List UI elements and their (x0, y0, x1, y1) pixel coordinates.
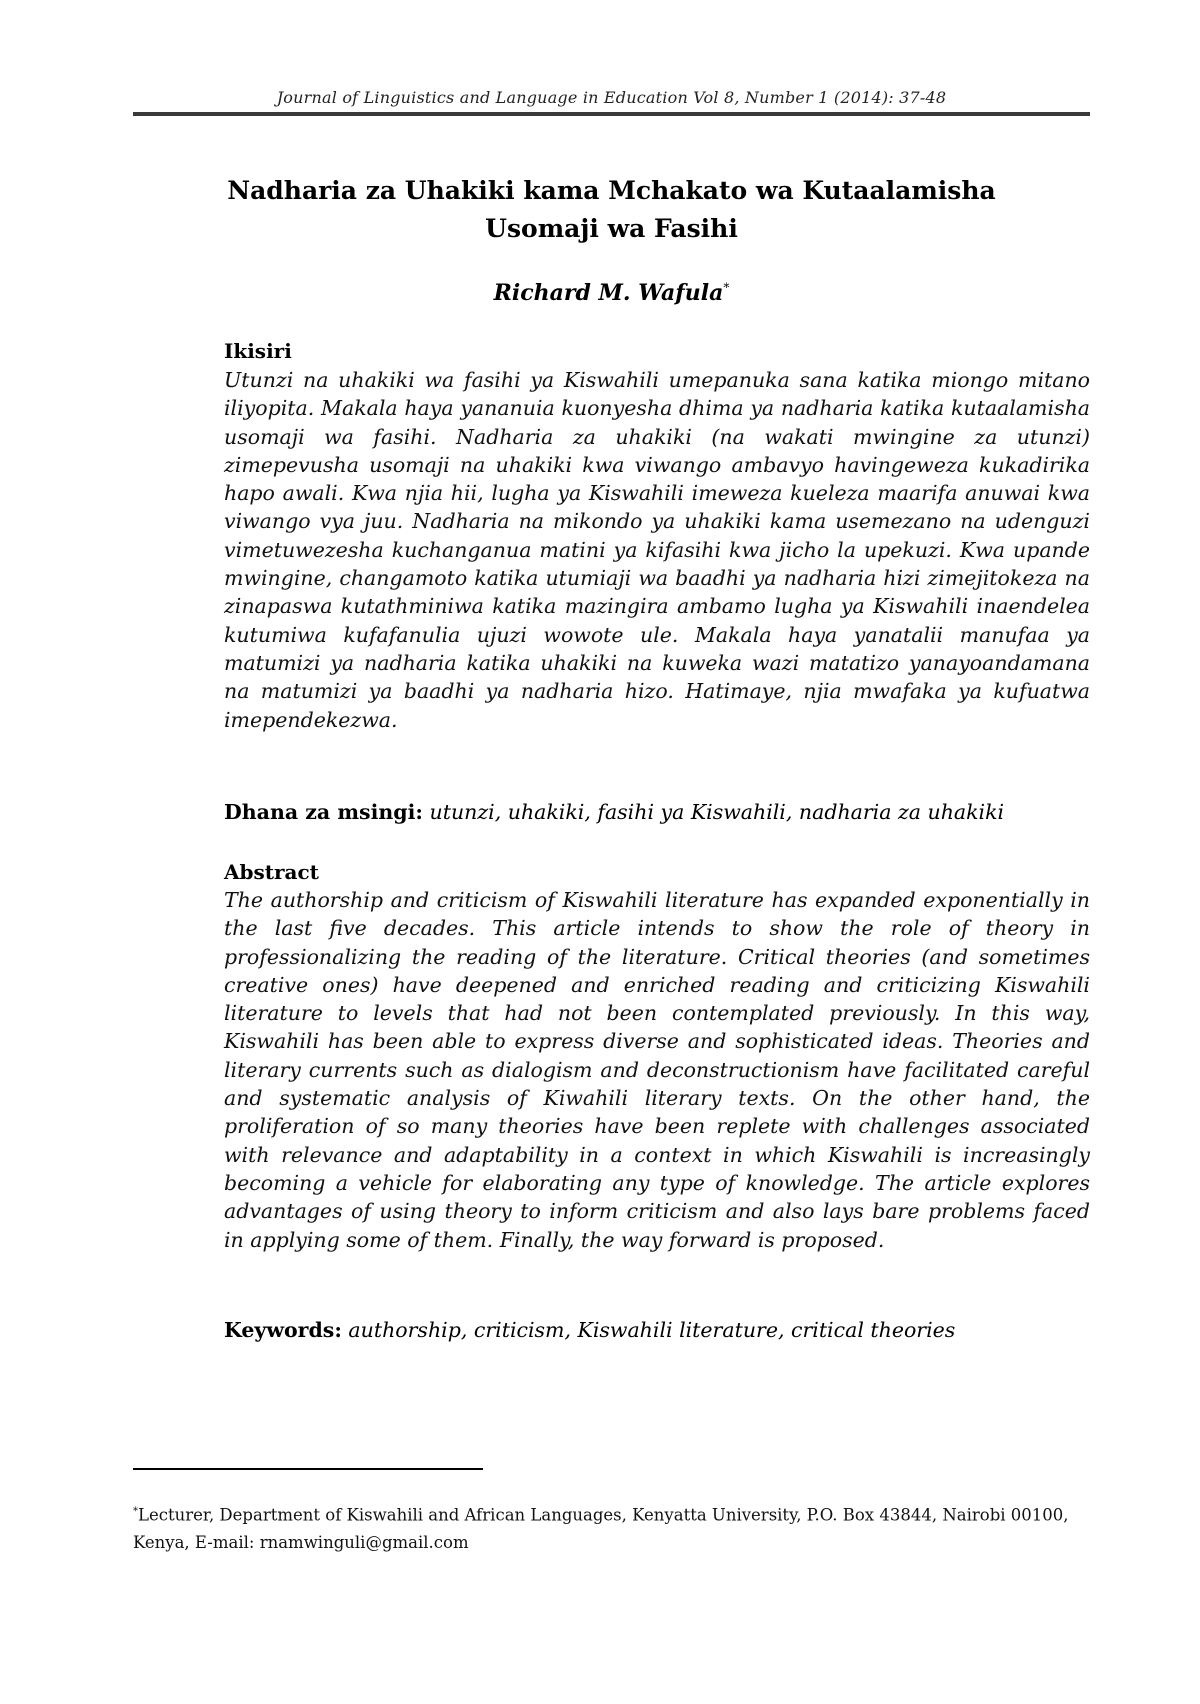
abstract-text: The authorship and criticism of Kiswahili literature has expanded exponentially in the last five decades. This article intends to show the role of theory in professionalizing the reading of the literature. Critical theories (and sometimes creative ones) have deepened and enriched reading and criticizing Kiswahili literature to levels that had not been contemplated previously. In this way, Kiswahili has been able to express diverse and sophisticated ideas. Theories and literary currents such as dialogism and deconstructionism have facilitated careful and systematic analysis of Kiwahili literary texts. On the other hand, the proliferation of so many theories have been replete with challenges associated with relevance and adaptability in a context in which Kiswahili is increasingly becoming a vehicle for elaborating any type of knowledge. The article explores advantages of using theory to inform criticism and also lays bare problems faced in applying some of them. Finally, the way forward is proposed. (224, 888, 1090, 1252)
footnote-rule (133, 1468, 483, 1470)
author-footnote-mark: * (723, 280, 730, 295)
abstract-heading: Abstract (224, 860, 319, 884)
header-rule (133, 112, 1090, 116)
ikisiri-keywords-label: Dhana za msingi: (224, 800, 423, 824)
article-title-line-1: Nadharia za Uhakiki kama Mchakato wa Kutaalamisha (227, 176, 996, 205)
ikisiri-keywords-list: utunzi, uhakiki, fasihi ya Kiswahili, nadharia za uhakiki (429, 800, 1005, 824)
author-footnote (133, 1498, 1090, 1556)
author-name (133, 280, 1090, 306)
abstract-keywords-label: Keywords: (224, 1318, 342, 1342)
abstract-keywords-list: authorship, criticism, Kiswahili literature, critical theories (348, 1318, 956, 1342)
footnote-mark: * (133, 1506, 138, 1517)
article-title (133, 172, 1090, 248)
ikisiri-text: Utunzi na uhakiki wa fasihi ya Kiswahili umepanuka sana katika miongo mitano iliyopita. Makala haya yananuia kuonyesha dhima ya nadharia katika kutaalamisha usomaji wa fasihi. Nadharia za uhakiki (na wakati mwingine za utunzi) zimepevusha usomaji na uhakiki kwa viwango ambavyo havingeweza kukadirika hapo awali. Kwa njia hii, lugha ya Kiswahili imeweza kueleza maarifa anuwai kwa viwango vya juu. Nadharia na mikondo ya uhakiki kama usemezano na udenguzi vimetuwezesha kuchanganua matini ya kifasihi kwa jicho la upekuzi. Kwa upande mwingine, changamoto katika utumiaji wa baadhi ya nadharia hizi zimejitokeza na zinapaswa kutathminiwa katika mazingira ambamo lugha ya Kiswahili inaendelea kutumiwa kufafanulia ujuzi wowote ule. Makala haya yanatalii manufaa ya matumizi ya nadharia katika uhakiki na kuweka wazi matatizo yanayoandamana na matumizi ya baadhi ya nadharia hizo. Hatimaye, njia mwafaka ya kufuatwa imependekezwa. (224, 368, 1090, 732)
abstract-keywords (224, 1318, 1104, 1342)
ikisiri-keywords (224, 800, 1104, 824)
running-header: Journal of Linguistics and Language in Education Vol 8, Number 1 (2014): 37-48 (276, 88, 947, 107)
author-name-text: Richard M. Wafula (493, 280, 724, 306)
footnote-text: Lecturer, Department of Kiswahili and African Languages, Kenyatta University, P.O. Box 43844, Nairobi 00100, Kenya, E-mail: rnamwinguli@gmail.com (133, 1505, 1069, 1552)
ikisiri-heading: Ikisiri (224, 339, 292, 363)
article-title-line-2: Usomaji wa Fasihi (485, 214, 738, 243)
